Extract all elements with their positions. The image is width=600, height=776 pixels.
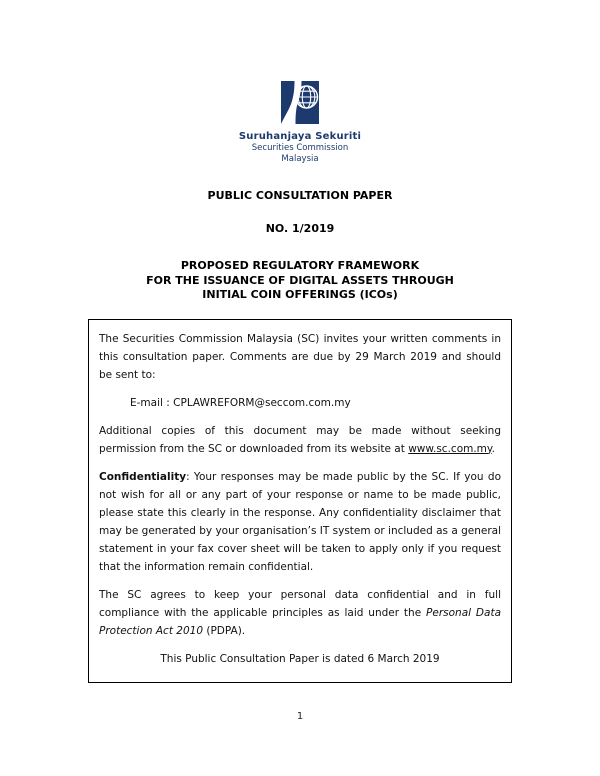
securities-commission-logo-icon <box>281 81 319 124</box>
email-separator: : <box>166 396 170 409</box>
sc-logo-block <box>0 0 600 164</box>
document-subject-heading <box>0 259 600 303</box>
personal-data-paragraph <box>99 586 501 640</box>
subject-line-3: INITIAL COIN OFFERINGS (ICOs) <box>202 288 398 301</box>
email-line <box>130 394 501 412</box>
confidentiality-text: : Your responses may be made public by the SC. If you do not wish for all or any part of your response or name to be made public, please state this clearly in the response. Any confidentiality disclaimer that may be generated by your organisation’s IT system or included as a general statement in your fax cover sheet will be taken to apply only if you request that the information remain confidential. <box>99 470 501 573</box>
personal-data-text-end: (PDPA). <box>206 624 246 637</box>
document-type-heading: PUBLIC CONSULTATION PAPER <box>207 189 393 202</box>
subject-line-2: FOR THE ISSUANCE OF DIGITAL ASSETS THROUGH <box>146 273 454 287</box>
personal-data-text: The SC agrees to keep your personal data confidential and in full compliance with the applicable principles as laid under the <box>99 588 501 619</box>
copies-paragraph <box>99 422 501 458</box>
document-number-heading: NO. 1/2019 <box>265 222 335 235</box>
copies-text: Additional copies of this document may be made without seeking permission from the SC or downloaded from its website at <box>99 424 501 455</box>
page-number: 1 <box>296 711 304 722</box>
email-label: E-mail <box>130 396 163 409</box>
sc-website-link[interactable]: www.sc.com.my <box>408 442 492 455</box>
copies-text-end: . <box>491 442 495 455</box>
confidentiality-paragraph <box>99 468 501 576</box>
email-address: CPLAWREFORM@seccom.com.my <box>173 396 351 409</box>
invitation-paragraph <box>99 330 501 384</box>
logo-name-english: Securities Commission <box>251 143 349 153</box>
subject-line-1: PROPOSED REGULATORY FRAMEWORK <box>180 259 420 272</box>
logo-country: Malaysia <box>281 153 319 164</box>
confidentiality-label: Confidentiality <box>99 470 187 483</box>
pdpa-act-title: Personal Data Protection Act 2010 <box>99 606 501 637</box>
invitation-text: The Securities Commission Malaysia (SC) invites your written comments in this consultation paper. Comments are due by 29 March 2019 and should be sent to: <box>99 332 501 381</box>
notice-box <box>88 319 512 683</box>
dated-line: This Public Consultation Paper is dated 6 March 2019 <box>160 652 440 665</box>
logo-name-malay: Suruhanjaya Sekuriti <box>238 131 362 142</box>
